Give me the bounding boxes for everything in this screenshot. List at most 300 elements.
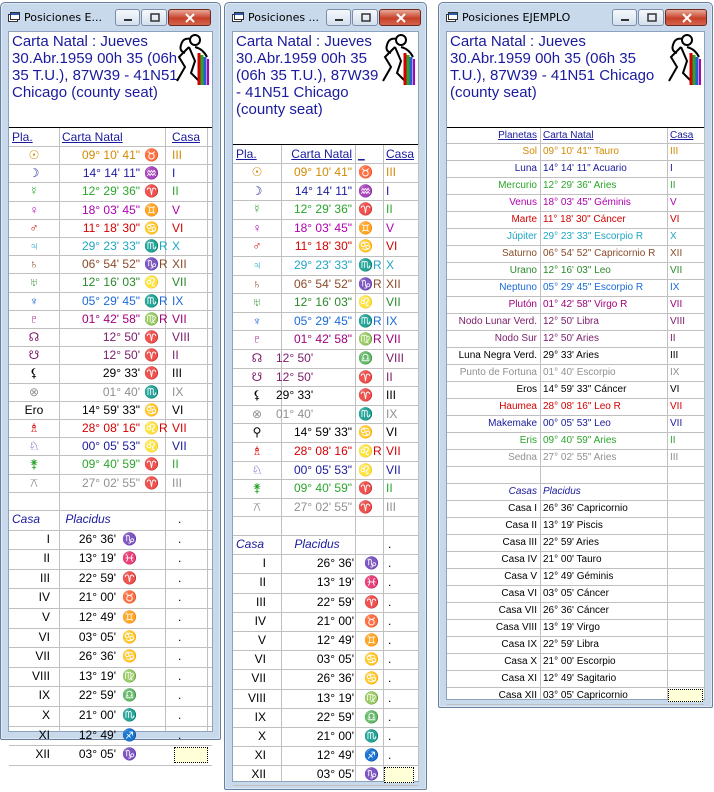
planet-house: VII xyxy=(386,444,401,458)
planet-name: Urano xyxy=(509,265,537,276)
house-position: 21° 00' Escorpio xyxy=(543,656,616,667)
blank-row xyxy=(9,492,212,510)
planet-row[interactable] xyxy=(9,455,212,473)
house-position: 21° 00' xyxy=(78,708,116,722)
planet-row[interactable] xyxy=(233,442,418,461)
maximize-button[interactable] xyxy=(352,9,378,26)
selected-cell[interactable] xyxy=(174,747,208,763)
planet-position: 18° 03' 45" Géminis xyxy=(543,197,631,208)
close-button[interactable] xyxy=(168,9,211,26)
houses-dot: . xyxy=(178,512,182,526)
zodiac-sign-icon: ♌ xyxy=(358,462,373,477)
house-row[interactable] xyxy=(233,650,418,669)
zodiac-sign-icon: ♊ xyxy=(144,202,159,217)
house-row[interactable] xyxy=(447,670,704,687)
house-number: Casa XI xyxy=(501,673,537,684)
planet-house: VI xyxy=(172,402,184,417)
planet-row[interactable] xyxy=(447,160,704,177)
planet-position: 01° 40' xyxy=(276,406,314,421)
table-header-row xyxy=(9,128,212,146)
planet-row[interactable] xyxy=(447,415,704,432)
planet-row[interactable] xyxy=(233,368,418,387)
house-dot: . xyxy=(388,575,392,590)
selected-cell[interactable] xyxy=(668,689,703,702)
planet-row[interactable] xyxy=(447,211,704,228)
planet-position: 18° 03' 45" xyxy=(293,220,352,235)
zodiac-sign-icon: ♏R xyxy=(358,313,382,328)
maximize-icon xyxy=(639,10,665,27)
planet-position: 06° 54' 52" xyxy=(293,276,352,291)
planet-name: Sol xyxy=(522,146,537,157)
planet-glyph-icon: ☿ xyxy=(252,202,262,217)
app-icon xyxy=(446,12,458,23)
house-number: IX xyxy=(254,709,266,724)
house-row[interactable] xyxy=(447,568,704,585)
zodiac-sign-icon: ♉ xyxy=(358,165,373,179)
planet-row[interactable] xyxy=(9,383,212,401)
planet-row[interactable] xyxy=(9,419,212,437)
planet-position: 27° 02' 55" xyxy=(293,499,352,514)
planet-position: 14° 59' 33" xyxy=(81,402,140,417)
zodiac-sign-icon: ♈ xyxy=(358,388,373,403)
zodiac-sign-icon: ♈ xyxy=(364,594,379,609)
planet-house: II xyxy=(172,348,179,363)
planet-row[interactable] xyxy=(447,194,704,211)
zodiac-sign-icon: ♈ xyxy=(144,184,159,199)
planet-house: III xyxy=(670,146,679,157)
planet-glyph-icon: ☽ xyxy=(251,183,263,198)
planet-glyph-icon: ⊗ xyxy=(251,406,263,421)
house-row[interactable] xyxy=(9,706,212,726)
house-row[interactable] xyxy=(233,708,418,727)
zodiac-sign-icon: ♌R xyxy=(358,444,382,458)
planet-house: III xyxy=(670,350,679,361)
house-position: 26° 36' xyxy=(316,671,354,686)
column-header-carta-natal: Carta Natal xyxy=(543,130,594,141)
house-number: VII xyxy=(251,671,266,686)
planet-row[interactable] xyxy=(447,364,704,381)
house-position: 03° 05' Cáncer xyxy=(543,588,609,599)
house-position: 26° 36' Capricornio xyxy=(543,503,628,514)
zodiac-sign-icon: ♏ xyxy=(144,384,159,399)
planet-row[interactable] xyxy=(447,381,704,398)
planet-position: 28° 08' 16" Leo R xyxy=(543,401,621,412)
planet-glyph-icon: ♇ xyxy=(252,332,262,347)
planet-house: VI xyxy=(386,239,398,254)
planet-row[interactable] xyxy=(233,293,418,312)
planet-house: VII xyxy=(670,299,683,310)
zodiac-sign-icon: ♋ xyxy=(144,220,159,235)
house-number: X xyxy=(257,729,266,743)
planet-row[interactable] xyxy=(233,200,418,219)
planet-row[interactable] xyxy=(9,182,212,200)
house-position: 26° 36' Cáncer xyxy=(543,605,609,616)
planet-name: Venus xyxy=(509,197,537,208)
planet-house: VII xyxy=(172,421,187,435)
planet-row[interactable] xyxy=(233,182,418,201)
planet-glyph-icon: ☿ xyxy=(29,184,39,199)
house-row[interactable] xyxy=(9,549,212,569)
maximize-button[interactable] xyxy=(141,9,167,26)
planet-house: III xyxy=(386,499,397,514)
house-number: VIII xyxy=(247,690,266,705)
house-dot: . xyxy=(388,671,392,686)
zodiac-sign-icon: ♋ xyxy=(122,649,137,664)
house-position: 12° 49' Géminis xyxy=(543,571,614,582)
house-position: 13° 19' Virgo xyxy=(543,622,600,633)
house-row[interactable] xyxy=(447,602,704,619)
planet-row[interactable] xyxy=(9,401,212,419)
zodiac-sign-icon: ♎ xyxy=(358,351,373,365)
planet-row[interactable] xyxy=(447,330,704,347)
house-position: 13° 19' Piscis xyxy=(543,520,603,531)
planet-glyph-icon: ♅ xyxy=(29,275,39,290)
house-row[interactable] xyxy=(9,667,212,687)
planet-glyph-icon: ⚻ xyxy=(253,499,261,514)
house-row[interactable] xyxy=(9,588,212,608)
planet-house: I xyxy=(670,163,673,174)
house-row[interactable] xyxy=(9,745,212,765)
planet-position: 29° 23' 33" Escorpio R xyxy=(543,231,644,242)
planet-glyph-icon: ♆ xyxy=(29,293,39,308)
house-position: 26° 36' xyxy=(316,556,354,571)
house-row[interactable] xyxy=(447,534,704,551)
house-dot: . xyxy=(178,570,182,585)
planet-house: XII xyxy=(172,257,187,272)
planet-row[interactable] xyxy=(9,146,212,164)
house-row[interactable] xyxy=(9,530,212,550)
house-row[interactable] xyxy=(233,631,418,650)
planet-position: 00° 05' 53" Leo xyxy=(543,418,611,429)
planet-glyph-icon: ⊗ xyxy=(28,384,40,399)
planet-house: VII xyxy=(386,332,401,347)
house-number: X xyxy=(41,708,50,722)
aquarius-logo-icon xyxy=(169,33,209,85)
planet-house: I xyxy=(386,183,390,198)
house-dot: . xyxy=(388,690,392,705)
house-number: IX xyxy=(38,688,50,703)
planet-position: 12° 16' 03" xyxy=(81,275,140,290)
house-row[interactable] xyxy=(233,573,418,592)
house-row[interactable] xyxy=(9,628,212,648)
planet-position: 29° 33' xyxy=(276,388,314,403)
house-row[interactable] xyxy=(447,653,704,670)
planet-glyph-icon: ⚸ xyxy=(29,366,39,381)
house-row[interactable] xyxy=(447,619,704,636)
window-posiciones-1 xyxy=(0,2,221,762)
house-row[interactable] xyxy=(447,517,704,534)
zodiac-sign-icon: ♋ xyxy=(358,239,373,254)
house-row[interactable] xyxy=(447,636,704,653)
planet-position: 01° 42' 58" Virgo R xyxy=(543,299,628,310)
minimize-icon xyxy=(327,10,352,27)
house-number: I xyxy=(262,556,266,571)
planet-position: 09° 40' 59" Aries xyxy=(543,435,617,446)
house-row[interactable] xyxy=(9,686,212,706)
planet-row[interactable] xyxy=(447,143,704,160)
planet-house: III xyxy=(172,366,183,381)
zodiac-sign-icon: ♏ xyxy=(122,708,137,722)
house-dot: . xyxy=(178,590,182,605)
house-row[interactable] xyxy=(233,727,418,746)
house-position: 12° 49' Sagitario xyxy=(543,673,617,684)
house-row[interactable] xyxy=(233,593,418,612)
planet-row[interactable] xyxy=(447,313,704,330)
house-dot: . xyxy=(178,610,182,624)
planet-glyph-icon: ♀ xyxy=(29,202,39,217)
planet-house: II xyxy=(670,435,676,446)
planet-glyph-icon: ☉ xyxy=(28,148,40,162)
planet-row[interactable] xyxy=(9,474,212,492)
zodiac-sign-icon: ♍ xyxy=(122,668,137,683)
planet-row[interactable] xyxy=(9,346,212,364)
planet-row[interactable] xyxy=(233,312,418,331)
planet-position: 05° 29' 45" xyxy=(293,313,352,328)
house-number: V xyxy=(41,610,50,624)
planet-name: Eros xyxy=(516,384,537,395)
planet-row[interactable] xyxy=(9,273,212,291)
planet-row[interactable] xyxy=(233,498,418,517)
planet-row[interactable] xyxy=(447,296,704,313)
planet-row[interactable] xyxy=(9,328,212,346)
planet-glyph-icon: ♂ xyxy=(252,239,262,254)
planet-row[interactable] xyxy=(447,262,704,279)
planet-house: IX xyxy=(386,313,398,328)
house-dot: . xyxy=(388,613,392,628)
planet-name: Luna xyxy=(514,163,537,174)
planet-row[interactable] xyxy=(447,449,704,466)
planet-row[interactable] xyxy=(447,177,704,194)
house-dot: . xyxy=(388,709,392,724)
planet-row[interactable] xyxy=(233,349,418,368)
zodiac-sign-icon: ♋ xyxy=(364,652,379,667)
planet-row[interactable] xyxy=(447,228,704,245)
planet-name: Eris xyxy=(519,435,537,446)
positions-table xyxy=(447,127,704,699)
column-header-pla: Pla. xyxy=(236,147,257,161)
house-number: II xyxy=(43,551,50,566)
zodiac-sign-icon: ♎ xyxy=(364,709,379,724)
column-header-casa: Casa xyxy=(172,130,201,144)
houses-header-row xyxy=(447,483,704,500)
blank-row xyxy=(447,466,704,483)
house-number: VI xyxy=(38,629,50,644)
house-position: 22° 59' xyxy=(316,594,354,609)
house-position: 21° 00' xyxy=(78,590,116,605)
header-line: (06h 35 T.U.), 87W39 xyxy=(236,67,379,84)
planet-row[interactable] xyxy=(9,437,212,455)
planet-house: IX xyxy=(172,293,184,308)
planet-position: 14° 59' 33" Cáncer xyxy=(543,384,627,395)
house-row[interactable] xyxy=(9,647,212,667)
planet-house: VIII xyxy=(386,351,405,365)
house-row[interactable] xyxy=(9,608,212,628)
planet-row[interactable] xyxy=(233,423,418,442)
aquarius-logo-icon xyxy=(661,33,701,85)
planet-house: VI xyxy=(172,220,184,235)
zodiac-sign-icon: ♌R xyxy=(144,421,168,435)
house-number: Casa III xyxy=(502,537,537,548)
planet-house: I xyxy=(172,166,176,181)
planet-position: 01° 42' 58" xyxy=(81,311,140,326)
planet-house: III xyxy=(172,475,183,490)
house-row[interactable] xyxy=(233,612,418,631)
house-system: Placidus xyxy=(543,486,581,497)
planet-glyph-icon: ♅ xyxy=(252,295,262,310)
planet-position: 09° 10' 41" xyxy=(293,165,352,179)
zodiac-sign-icon: ♐ xyxy=(122,727,137,742)
house-number: XI xyxy=(38,727,50,742)
zodiac-sign-icon: ♌ xyxy=(358,295,373,310)
window-title: Posiciones E... xyxy=(24,11,102,24)
house-number: IV xyxy=(38,590,50,605)
planet-glyph-icon: ⚻ xyxy=(30,475,38,490)
planet-row[interactable] xyxy=(233,479,418,498)
planet-house: VII xyxy=(172,439,187,454)
zodiac-sign-icon: ♏ xyxy=(364,729,379,743)
zodiac-sign-icon: ♊ xyxy=(122,610,137,624)
column-header-carta-natal: Carta Natal xyxy=(62,130,123,144)
planet-position: 29° 23' 33" xyxy=(81,239,140,253)
minimize-button[interactable] xyxy=(326,9,351,26)
house-row[interactable] xyxy=(447,500,704,517)
house-position: 21° 00' xyxy=(316,729,354,743)
planet-house: V xyxy=(386,220,395,235)
house-row[interactable] xyxy=(233,689,418,708)
planet-glyph-icon: ☋ xyxy=(251,369,263,384)
house-row[interactable] xyxy=(447,551,704,568)
positions-panel xyxy=(8,31,213,762)
zodiac-sign-icon: ♑R xyxy=(358,276,382,291)
planet-glyph-icon: ♄ xyxy=(252,276,262,291)
zodiac-sign-icon: ♍R xyxy=(358,332,382,347)
planet-row[interactable] xyxy=(233,256,418,275)
planet-glyph-icon: ♘ xyxy=(251,462,263,477)
zodiac-sign-icon: ♏R xyxy=(144,239,168,253)
zodiac-sign-icon: ♑ xyxy=(122,747,137,762)
house-row[interactable] xyxy=(447,585,704,602)
house-number: I xyxy=(46,531,50,546)
row-divider xyxy=(9,765,212,766)
zodiac-sign-icon: ♈ xyxy=(144,330,159,344)
zodiac-sign-icon: ♍ xyxy=(364,690,379,705)
house-position: 22° 59' xyxy=(78,570,116,585)
zodiac-sign-icon: ♏ xyxy=(358,406,373,421)
house-dot: . xyxy=(388,594,392,609)
planet-row[interactable] xyxy=(233,275,418,294)
house-number: XII xyxy=(251,767,266,782)
close-button[interactable] xyxy=(665,9,707,26)
zodiac-sign-icon: ♈ xyxy=(358,369,373,384)
house-number: VI xyxy=(254,652,266,667)
planet-house: III xyxy=(386,388,397,403)
planet-row[interactable] xyxy=(9,219,212,237)
planet-position: 29° 33' xyxy=(102,366,140,381)
positions-table xyxy=(233,144,418,781)
header-line: Carta Natal : Jueves xyxy=(450,33,586,50)
planet-house: III xyxy=(172,148,183,162)
planet-row[interactable] xyxy=(447,347,704,364)
planet-row[interactable] xyxy=(9,201,212,219)
planet-row[interactable] xyxy=(9,164,212,182)
planet-row[interactable] xyxy=(9,255,212,273)
house-dot: . xyxy=(388,729,392,743)
minimize-button[interactable] xyxy=(115,9,140,26)
house-row[interactable] xyxy=(233,554,418,573)
zodiac-sign-icon: ♈ xyxy=(358,499,373,514)
planet-house: VIII xyxy=(670,316,686,327)
planet-house: X xyxy=(670,231,677,242)
planet-house: VII xyxy=(670,418,683,429)
planet-row[interactable] xyxy=(9,310,212,328)
planet-row[interactable] xyxy=(233,237,418,256)
planet-row[interactable] xyxy=(447,432,704,449)
house-row[interactable] xyxy=(447,687,704,704)
planet-position: 09° 10' 41" Tauro xyxy=(543,146,619,157)
planet-glyph-icon: ♗ xyxy=(28,421,40,435)
house-dot: . xyxy=(178,688,182,703)
planet-row[interactable] xyxy=(233,461,418,480)
planet-row[interactable] xyxy=(233,163,418,182)
maximize-button[interactable] xyxy=(638,9,664,26)
house-number: II xyxy=(259,575,266,590)
house-row[interactable] xyxy=(9,726,212,746)
planet-position: 01° 40' Escorpio xyxy=(543,367,616,378)
planet-row[interactable] xyxy=(9,237,212,255)
house-number: Casa VI xyxy=(501,588,537,599)
minimize-button[interactable] xyxy=(612,9,637,26)
house-number: Casa X xyxy=(504,656,537,667)
planet-name: Makemake xyxy=(488,418,537,429)
blank-row xyxy=(233,516,418,535)
house-row[interactable] xyxy=(233,669,418,688)
planet-row[interactable] xyxy=(9,364,212,382)
planet-row[interactable] xyxy=(233,219,418,238)
planet-glyph-icon: ☽ xyxy=(28,166,40,181)
selected-cell[interactable] xyxy=(384,767,414,782)
header-line: 30.Abr.1959 00h 35 (06h xyxy=(12,50,178,67)
window-title: Posiciones EJEMPLO xyxy=(462,11,571,24)
zodiac-sign-icon: ♍R xyxy=(144,311,168,326)
house-position: 12° 49' xyxy=(78,727,116,742)
zodiac-sign-icon: ♉ xyxy=(144,148,159,162)
planet-row[interactable] xyxy=(447,398,704,415)
planet-row[interactable] xyxy=(233,405,418,424)
planet-row[interactable] xyxy=(9,292,212,310)
column-header-casa: Casa xyxy=(670,130,694,141)
houses-label: Casa xyxy=(12,512,41,526)
planet-row[interactable] xyxy=(233,386,418,405)
zodiac-sign-icon: ♎ xyxy=(122,688,137,703)
planet-position: 14° 14' 11" xyxy=(294,183,352,198)
house-row[interactable] xyxy=(9,569,212,589)
house-position: 03° 05' xyxy=(316,767,354,782)
houses-header-row xyxy=(9,510,212,530)
planet-row[interactable] xyxy=(233,330,418,349)
close-button[interactable] xyxy=(379,9,421,26)
column-header-planetas: Planetas xyxy=(498,130,537,141)
planet-position: 01° 42' 58" xyxy=(293,332,352,347)
house-dot: . xyxy=(388,556,392,571)
planet-position: 27° 02' 55" xyxy=(81,475,140,490)
planet-house: VII xyxy=(386,295,401,310)
house-row[interactable] xyxy=(233,765,418,784)
planet-row[interactable] xyxy=(447,245,704,262)
house-row[interactable] xyxy=(233,746,418,765)
house-position: 13° 19' xyxy=(78,668,116,683)
house-position: 12° 49' xyxy=(316,633,354,647)
planet-row[interactable] xyxy=(447,279,704,296)
